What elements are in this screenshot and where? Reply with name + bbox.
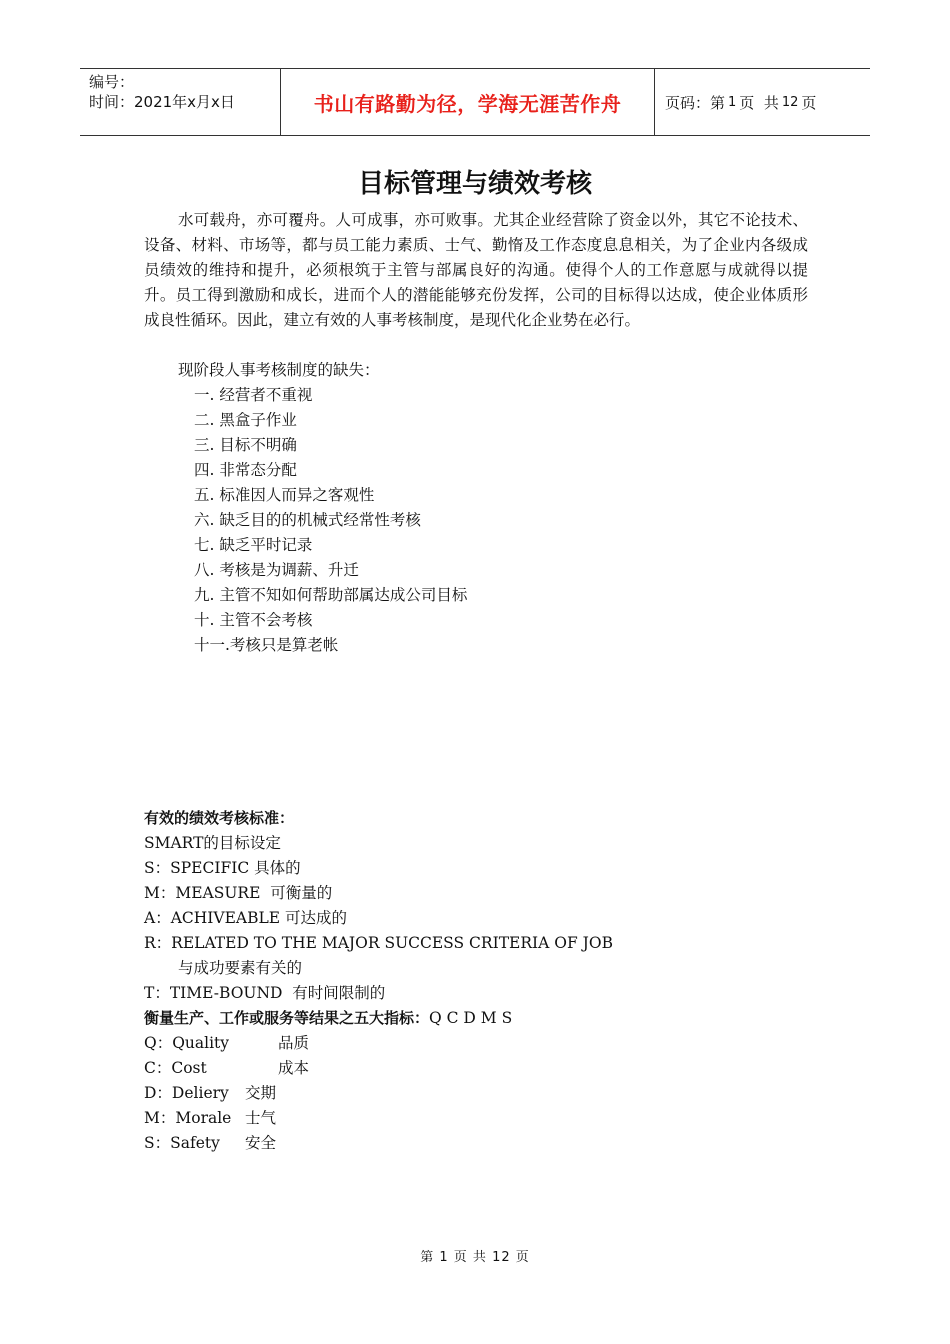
deficiency-item: 三. 目标不明确 xyxy=(194,436,297,454)
indicator-meaning: 安全 xyxy=(245,1134,277,1152)
page-total: 12 xyxy=(781,94,799,110)
page-mid: 页 共 xyxy=(739,93,779,112)
header-motto: 书山有路勤为径，学海无涯苦作舟 xyxy=(313,91,622,116)
header-page-info xyxy=(655,69,870,135)
smart-item: R：RELATED TO THE MAJOR SUCCESS CRITERIA OF JOB xyxy=(144,934,613,952)
footer-prefix: 第 xyxy=(420,1250,435,1265)
indicator-heading-bold: 衡量生产、工作或服务等结果之五大指标： xyxy=(144,1009,430,1027)
indicator-meaning: 成本 xyxy=(278,1059,310,1077)
deficiency-item: 六. 缺乏目的的机械式经常性考核 xyxy=(194,511,421,529)
footer-page: 1 xyxy=(439,1250,449,1265)
smart-title: SMART的目标设定 xyxy=(144,834,281,852)
deficiency-item: 十一.考核只是算老帐 xyxy=(194,636,339,654)
deficiency-item: 一. 经营者不重视 xyxy=(194,386,313,404)
smart-item: A：ACHIVEABLE 可达成的 xyxy=(144,909,348,927)
deficiency-item: 四. 非常态分配 xyxy=(194,461,297,479)
intro-paragraph: 水可载舟，亦可覆舟。人可成事，亦可败事。尤其企业经营除了资金以外，其它不论技术、设备、材料、市场等，都与员工能力素质、士气、勤惰及工作态度息息相关，为了企业内各级成员绩效的维持和提升，必须根筑于主管与部属良好的沟通。使得个人的工作意愿与成就得以提升。员工得到激励和成长，进而个人的潜能能够充份发挥，公司的目标得以达成，使企业体质形成良性循环。因此，建立有效的人事考核制度，是现代化企业势在必行。 xyxy=(144,211,808,329)
indicator-heading xyxy=(144,1006,512,1031)
page-footer xyxy=(0,1246,950,1265)
indicator-heading-tail: Q C D M S xyxy=(429,1009,513,1027)
footer-suffix: 页 xyxy=(515,1250,530,1265)
footer-mid: 页 共 xyxy=(453,1250,487,1265)
smart-item: S：SPECIFIC 具体的 xyxy=(144,859,301,877)
deficiency-heading: 现阶段人事考核制度的缺失： xyxy=(178,361,380,379)
smart-item: M：MEASURE 可衡量的 xyxy=(144,884,333,902)
indicator-code: C：Cost xyxy=(144,1059,207,1077)
header-motto-cell xyxy=(281,69,655,135)
deficiency-item: 九. 主管不知如何帮助部属达成公司目标 xyxy=(194,586,468,604)
page-prefix: 页码：第 xyxy=(665,93,726,112)
deficiency-item: 五. 标准因人而异之客观性 xyxy=(194,486,375,504)
indicator-meaning: 士气 xyxy=(245,1109,277,1127)
standard-heading: 有效的绩效考核标准： xyxy=(144,809,295,827)
indicator-code: M：Morale xyxy=(144,1109,232,1127)
header-meta xyxy=(80,69,281,135)
document-title: 目标管理与绩效考核 xyxy=(357,169,592,199)
indicator-code: Q：Quality xyxy=(144,1034,230,1052)
smart-item: T：TIME-BOUND 有时间限制的 xyxy=(144,984,386,1002)
indicator-meaning: 品质 xyxy=(278,1034,310,1052)
footer-total: 12 xyxy=(492,1250,511,1265)
deficiency-item: 七. 缺乏平时记录 xyxy=(194,536,313,554)
number-label: 编号： xyxy=(89,73,135,91)
smart-item: 与成功要素有关的 xyxy=(178,959,303,977)
page-suffix: 页 xyxy=(801,93,817,112)
indicator-code: S：Safety xyxy=(144,1134,220,1152)
time-label: 时间：2021年x月x日 xyxy=(89,93,235,111)
page-number: 1 xyxy=(728,94,737,110)
page-header xyxy=(80,68,870,136)
deficiency-item: 十. 主管不会考核 xyxy=(194,611,313,629)
deficiency-item: 八. 考核是为调薪、升迁 xyxy=(194,561,359,579)
deficiency-item: 二. 黑盒子作业 xyxy=(194,411,297,429)
indicator-meaning: 交期 xyxy=(245,1084,277,1102)
indicator-code: D：Deliery xyxy=(144,1084,229,1102)
